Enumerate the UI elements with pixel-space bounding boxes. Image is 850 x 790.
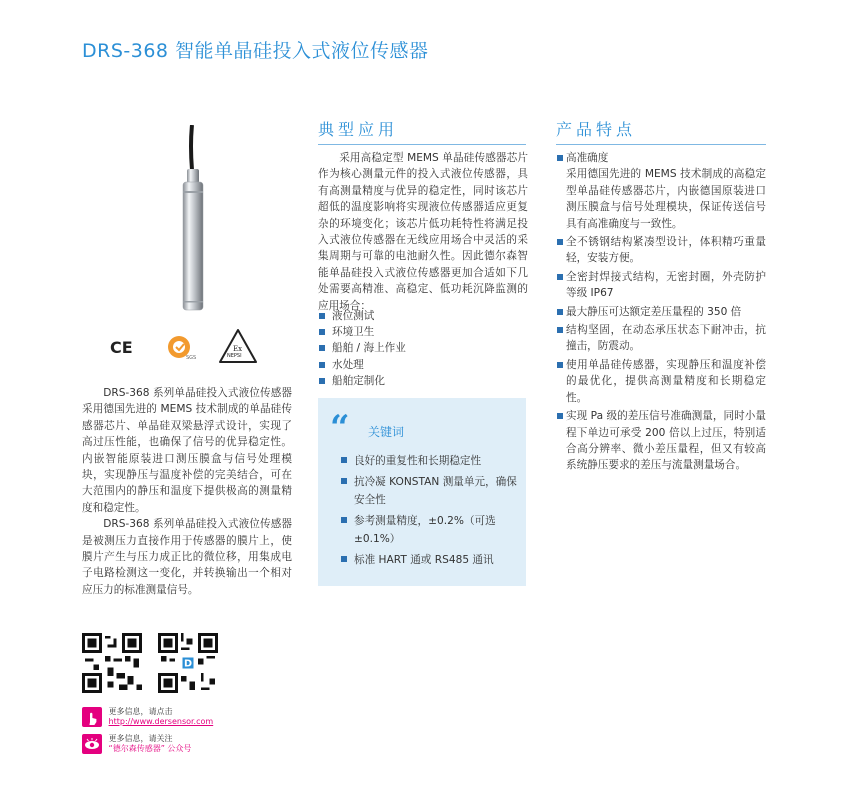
features-list (556, 150, 766, 476)
keywords-list (340, 452, 520, 572)
footer-website-row (82, 707, 213, 727)
list-item: 最大静压可达额定差压量程的 350 倍 (556, 304, 766, 320)
eye-icon (82, 734, 102, 754)
website-link[interactable]: http://www.dersensor.com (108, 717, 214, 726)
list-item: 船舶定制化 (318, 373, 528, 389)
keywords-label: 关键词 (368, 425, 405, 439)
ce-mark: CE (110, 338, 133, 357)
list-item: 使用单晶硅传感器，实现静压和温度补偿的最优化，提供高测量精度和长期稳定性。 (556, 357, 766, 406)
svg-text:D: D (183, 658, 193, 670)
page-title: DRS-368 智能单晶硅投入式液位传感器 (82, 40, 429, 62)
sensor-product-image (170, 125, 220, 315)
footer-wechat-prompt: 更多信息，请关注 (108, 734, 173, 743)
applications-intro: 采用高稳定型 MEMS 单晶硅传感器芯片作为核心测量元件的投入式液位传感器，具有高测量精度与优异的稳定性，同时该芯片超低的温度影响将实现液位传感器适应更复杂的环境变化；该芯片低功耗特性将满足投入式液位传感器在无线应用场合中灵活的采集周期与可靠的电池耐久性。因此德尔森智能单晶硅投入式液位传感器更加合适如下几处需要高精准、高稳定、低功耗沉降监测的应用场合： (318, 152, 528, 312)
qr-code-wechat (158, 633, 218, 693)
description-paragraph: DRS-368 系列单晶硅投入式液位传感器采用德国先进的 MEMS 技术制成的单晶硅传感器芯片、单晶硅双梁悬浮式设计，实现了高过压性能，也确保了信号的优异稳定性。内嵌智能原装进口测压膜盒与信号处理模块，实现静压与温度补偿的完美结合，可在大范围内的静压和温度下提供极高的测量精度和稳定性。 (82, 387, 292, 514)
feature-body: 采用德国先进的 MEMS 技术制成的高稳定型单晶硅传感器芯片，内嵌德国原装进口测压膜盒与信号处理模块，保证传送信号具有高准确度与一致性。 (566, 168, 766, 230)
description-paragraph: DRS-368 系列单晶硅投入式液位传感器是被测压力直接作用于传感器的膜片上，使膜片产生与压力成正比的微位移，用集成电子电路检测这一变化，并转换输出一个相对应压力的标准测量信号。 (82, 518, 292, 596)
list-item (556, 150, 766, 232)
qr-code-website (82, 633, 142, 693)
list-item: 结构坚固，在动态承压状态下耐冲击，抗撞击，防震动。 (556, 322, 766, 355)
list-item: 船舶 / 海上作业 (318, 340, 528, 356)
ex-label: Ex (233, 345, 243, 353)
applications-list (318, 308, 528, 389)
footer-website-prompt: 更多信息，请点击 (108, 707, 173, 716)
sgs-label: SGS (186, 355, 197, 361)
footer-wechat-row (82, 734, 191, 754)
list-item: 环境卫生 (318, 324, 528, 340)
product-description (82, 385, 292, 598)
features-title: 产品特点 (556, 117, 766, 145)
list-item: 水处理 (318, 357, 528, 373)
list-item: 参考测量精度，±0.2%（可选 ±0.1%） (340, 512, 520, 548)
list-item: 良好的重复性和长期稳定性 (340, 452, 520, 470)
quote-icon: “ (330, 408, 350, 448)
hand-click-icon (82, 707, 102, 727)
list-item: 全密封焊接式结构，无密封圈，外壳防护等级 IP67 (556, 269, 766, 302)
list-item: 实现 Pa 级的差压信号准确测量，同时小量程下单边可承受 200 倍以上过压，特别适合高分辨率、微小差压量程，但又有较高系统静压要求的差压与流量测量场合。 (556, 408, 766, 474)
nepsi-label: NEPSI (227, 353, 242, 359)
list-item: 抗冷凝 KONSTAN 测量单元，确保安全性 (340, 473, 520, 509)
list-item: 全不锈钢结构紧凑型设计，体积精巧重量轻，安装方便。 (556, 234, 766, 267)
feature-head: 高准确度 (566, 152, 609, 164)
applications-title: 典型应用 (318, 117, 526, 145)
list-item: 液位测试 (318, 308, 528, 324)
wechat-account-name: “德尔森传感器” 公众号 (108, 744, 192, 753)
list-item: 标准 HART 通或 RS485 通讯 (340, 551, 520, 569)
